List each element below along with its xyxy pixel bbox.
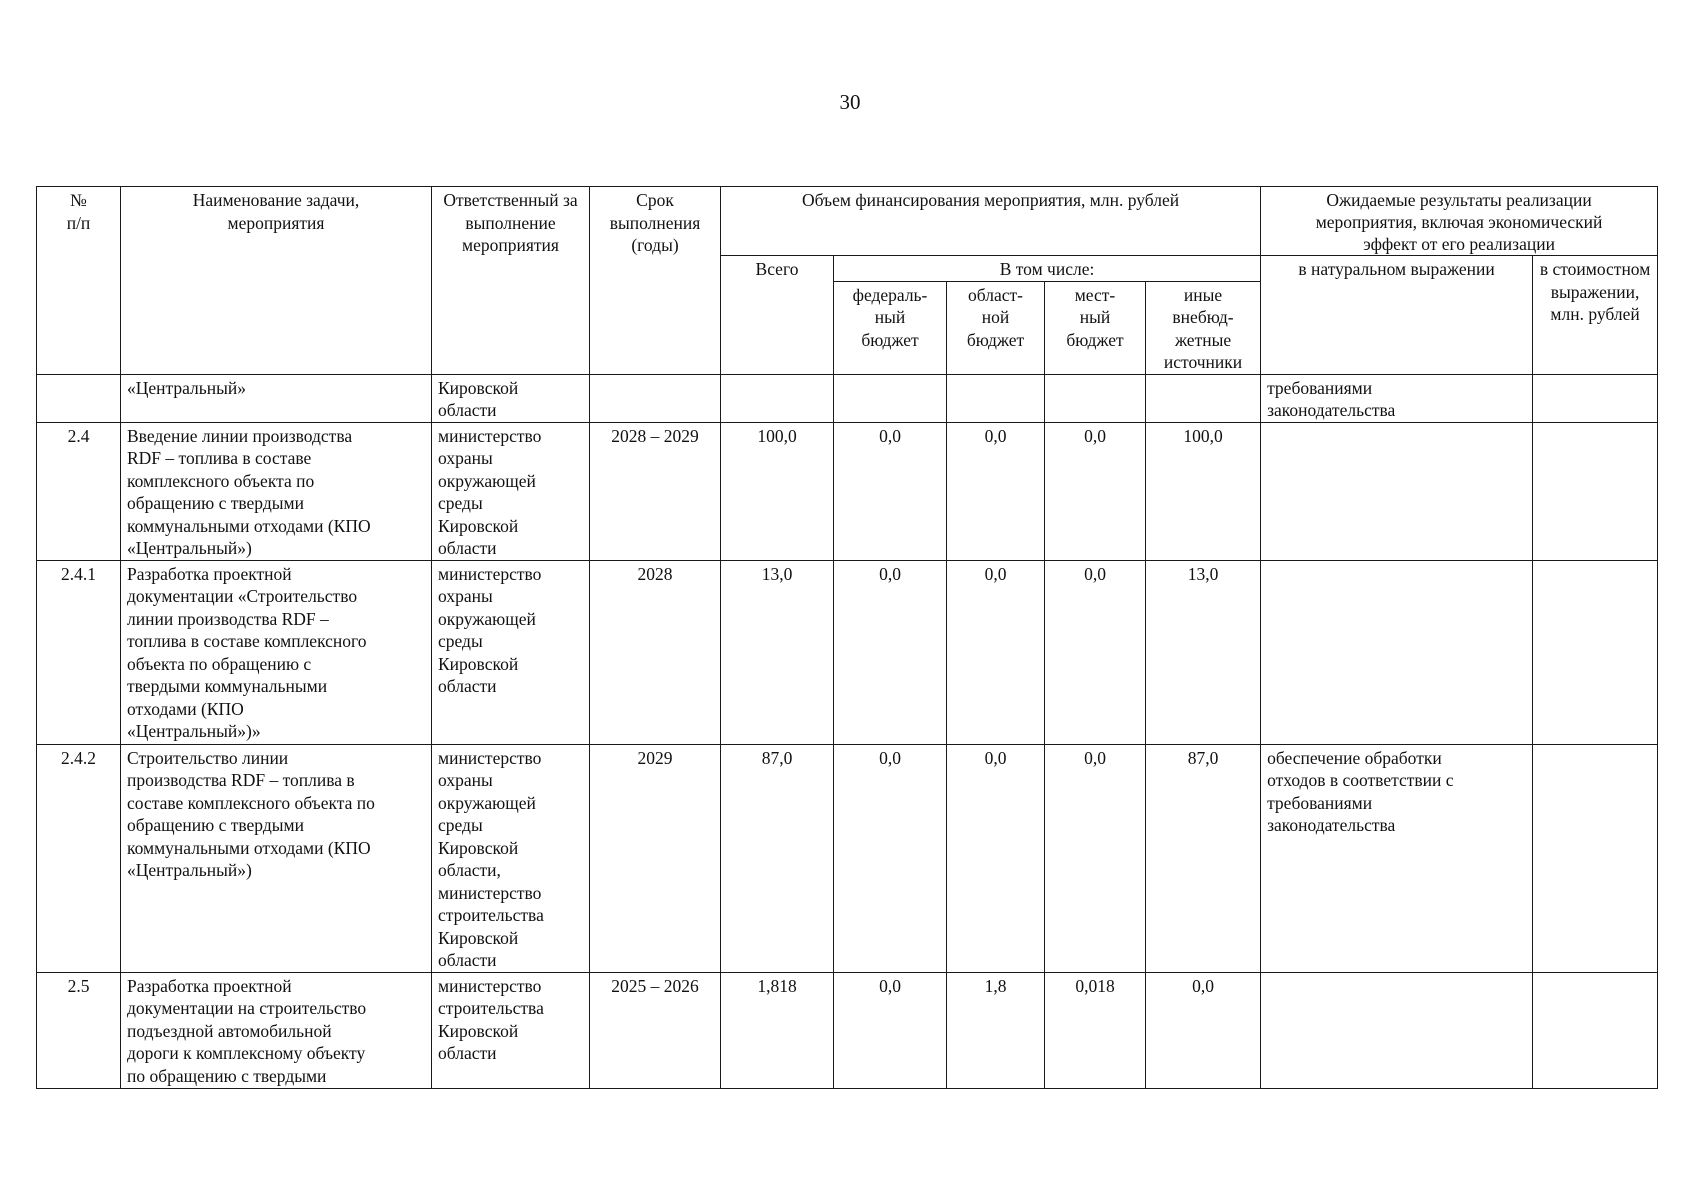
row-natural: требованиями законодательства [1261, 374, 1533, 422]
row-regional [947, 374, 1045, 422]
row-responsible: министерство охраны окружающей среды Кировской области [432, 422, 590, 560]
header-responsible: Ответственный за выполнение мероприятия [432, 187, 590, 375]
header-name: Наименование задачи, мероприятия [121, 187, 432, 375]
row-other: 13,0 [1146, 560, 1261, 744]
row-total: 1,818 [721, 972, 834, 1088]
row-federal: 0,0 [834, 422, 947, 560]
row-other: 87,0 [1146, 744, 1261, 972]
header-funding: Объем финансирования мероприятия, млн. рублей [721, 187, 1261, 256]
header-other: иные внебюд- жетные источники [1146, 281, 1261, 374]
row-local: 0,018 [1045, 972, 1146, 1088]
table-row [37, 972, 1658, 1088]
header-including: В том числе: [834, 256, 1261, 282]
header-num: № п/п [37, 187, 121, 375]
header-local: мест- ный бюджет [1045, 281, 1146, 374]
row-cost [1533, 744, 1658, 972]
row-num: 2.4.1 [37, 560, 121, 744]
row-name: «Центральный» [121, 374, 432, 422]
row-cost [1533, 374, 1658, 422]
row-federal: 0,0 [834, 972, 947, 1088]
row-cost [1533, 422, 1658, 560]
row-natural: обеспечение обработки отходов в соответствии с требованиями законодательства [1261, 744, 1533, 972]
row-local [1045, 374, 1146, 422]
row-regional: 0,0 [947, 560, 1045, 744]
row-other: 100,0 [1146, 422, 1261, 560]
row-term: 2028 – 2029 [590, 422, 721, 560]
row-num [37, 374, 121, 422]
page-number: 30 [839, 90, 861, 114]
row-name: Разработка проектной документации «Строительство линии производства RDF – топлива в составе комплексного объекта по обращению с твердыми коммунальными отходами (КПО «Центральный»)» [121, 560, 432, 744]
row-federal: 0,0 [834, 744, 947, 972]
row-federal: 0,0 [834, 560, 947, 744]
row-cost [1533, 972, 1658, 1088]
row-federal [834, 374, 947, 422]
row-term: 2025 – 2026 [590, 972, 721, 1088]
row-num: 2.4 [37, 422, 121, 560]
row-natural [1261, 422, 1533, 560]
row-term [590, 374, 721, 422]
row-natural [1261, 972, 1533, 1088]
row-local: 0,0 [1045, 422, 1146, 560]
row-total: 13,0 [721, 560, 834, 744]
row-natural [1261, 560, 1533, 744]
row-cost [1533, 560, 1658, 744]
header-cost: в стоимостном выражении, млн. рублей [1533, 256, 1658, 375]
header-federal: федераль- ный бюджет [834, 281, 947, 374]
header-regional: област- ной бюджет [947, 281, 1045, 374]
row-name: Введение линии производства RDF – топлива в составе комплексного объекта по обращению с твердыми коммунальными отходами (КПО «Центральный») [121, 422, 432, 560]
header-natural: в натуральном выражении [1261, 256, 1533, 375]
table-row [37, 374, 1658, 422]
table-row [37, 560, 1658, 744]
row-total: 100,0 [721, 422, 834, 560]
row-responsible: министерство строительства Кировской области [432, 972, 590, 1088]
row-regional: 0,0 [947, 744, 1045, 972]
row-other: 0,0 [1146, 972, 1261, 1088]
header-term: Срок выполнения (годы) [590, 187, 721, 375]
table-row [37, 422, 1658, 560]
row-regional: 0,0 [947, 422, 1045, 560]
header-total: Всего [721, 256, 834, 375]
row-num: 2.5 [37, 972, 121, 1088]
row-responsible: министерство охраны окружающей среды Кировской области, министерство строительства Кировской области [432, 744, 590, 972]
row-local: 0,0 [1045, 744, 1146, 972]
row-responsible: Кировской области [432, 374, 590, 422]
row-responsible: министерство охраны окружающей среды Кировской области [432, 560, 590, 744]
row-total: 87,0 [721, 744, 834, 972]
row-name: Строительство линии производства RDF – топлива в составе комплексного объекта по обращению с твердыми коммунальными отходами (КПО «Центральный») [121, 744, 432, 972]
row-term: 2028 [590, 560, 721, 744]
row-name: Разработка проектной документации на строительство подъездной автомобильной дороги к комплексному объекту по обращению с твердыми [121, 972, 432, 1088]
row-regional: 1,8 [947, 972, 1045, 1088]
funding-table [36, 186, 1658, 1089]
row-local: 0,0 [1045, 560, 1146, 744]
header-results: Ожидаемые результаты реализации мероприятия, включая экономический эффект от его реализации [1261, 187, 1658, 256]
row-other [1146, 374, 1261, 422]
row-num: 2.4.2 [37, 744, 121, 972]
row-term: 2029 [590, 744, 721, 972]
row-total [721, 374, 834, 422]
table-row [37, 744, 1658, 972]
